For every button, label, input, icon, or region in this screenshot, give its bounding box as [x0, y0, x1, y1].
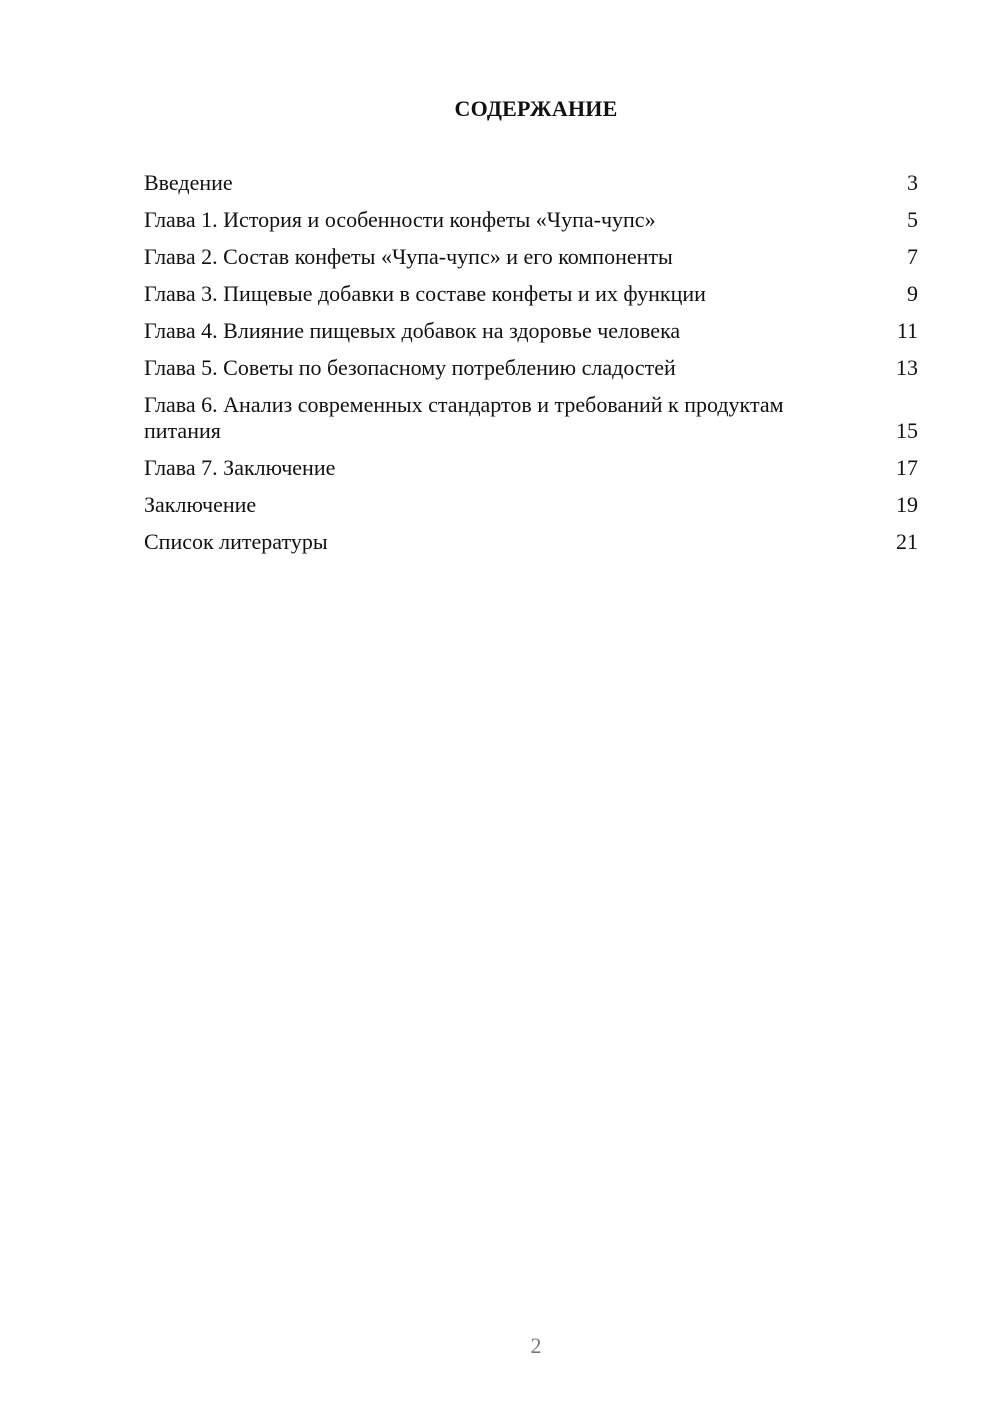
toc-entry-page: 21 — [896, 529, 918, 554]
toc-entry-page: 5 — [907, 207, 918, 232]
toc-entry-page: 13 — [896, 355, 918, 380]
toc-entry-page: 9 — [907, 281, 918, 306]
toc-entry-text: Глава 1. История и особенности конфеты «Чупа-чупс» — [144, 207, 656, 232]
toc-entry-page: 3 — [907, 170, 918, 195]
toc-entry-chapter-7[interactable] — [144, 455, 918, 481]
toc-entry-page: 17 — [896, 455, 918, 480]
toc-entry-text: Заключение — [144, 492, 257, 517]
toc-entry-page: 19 — [896, 492, 918, 517]
toc-entry-chapter-6[interactable] — [144, 392, 918, 444]
toc-entry-page: 15 — [896, 418, 918, 443]
toc-entry-introduction[interactable] — [144, 170, 918, 196]
page-number: 2 — [530, 1333, 542, 1358]
toc-entry-text: Глава 2. Состав конфеты «Чупа-чупс» и его компоненты — [144, 244, 673, 269]
toc-entry-chapter-4[interactable] — [144, 318, 918, 344]
toc-entry-text: Список литературы — [144, 529, 328, 554]
toc-entry-text: Глава 7. Заключение — [144, 455, 336, 480]
toc-entry-chapter-1[interactable] — [144, 207, 918, 233]
table-of-contents — [144, 170, 918, 566]
toc-entry-page: 7 — [907, 244, 918, 269]
toc-entry-chapter-3[interactable] — [144, 281, 918, 307]
page-title: СОДЕРЖАНИЕ — [454, 96, 618, 121]
toc-entry-page: 11 — [896, 318, 918, 343]
toc-entry-text: Глава 5. Советы по безопасному потреблению сладостей — [144, 355, 676, 380]
toc-entry-references[interactable] — [144, 529, 918, 555]
toc-entry-chapter-5[interactable] — [144, 355, 918, 381]
toc-entry-text: Глава 6. Анализ современных стандартов и требований к продуктам питания — [144, 392, 784, 443]
toc-entry-conclusion[interactable] — [144, 492, 918, 518]
toc-entry-text: Глава 4. Влияние пищевых добавок на здоровье человека — [144, 318, 681, 343]
toc-entry-chapter-2[interactable] — [144, 244, 918, 270]
toc-entry-text: Глава 3. Пищевые добавки в составе конфеты и их функции — [144, 281, 706, 306]
toc-entry-text: Введение — [144, 170, 233, 195]
